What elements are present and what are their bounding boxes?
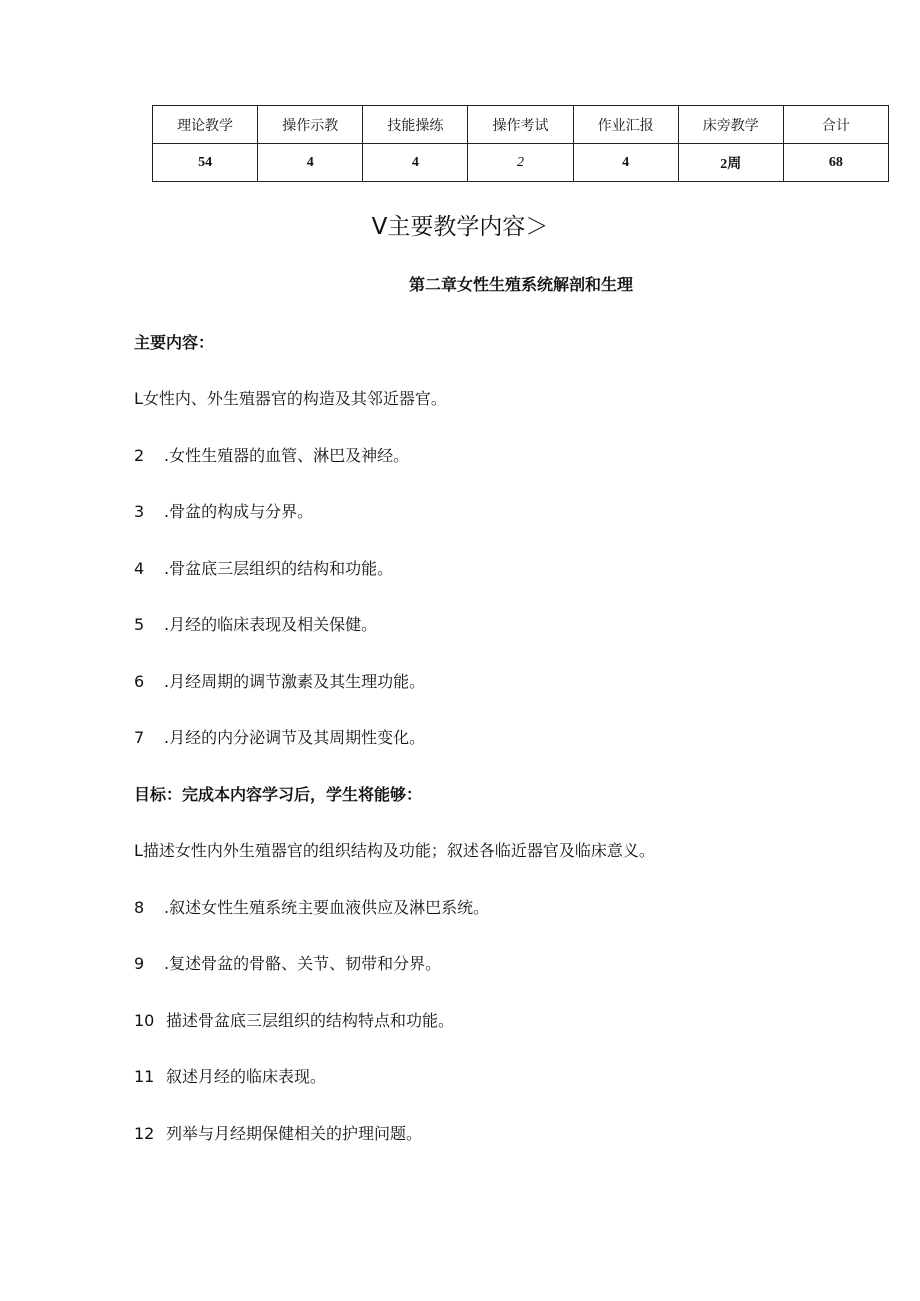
goals-heading: 目标：完成本内容学习后，学生将能够：	[134, 785, 423, 804]
item-number: 3	[134, 502, 145, 521]
content-item	[134, 612, 377, 635]
item-number: 10	[134, 1011, 155, 1030]
section-title: V主要教学内容＞	[371, 214, 549, 240]
item-text: L描述女性内外生殖器官的组织结构及功能；叙述各临近器官及临床意义。	[134, 841, 655, 860]
goal-item	[134, 1008, 454, 1031]
content-item	[134, 556, 393, 579]
content-item	[134, 499, 313, 522]
item-text: 描述骨盆底三层组织的结构特点和功能。	[166, 1011, 455, 1030]
header-cell: 作业汇报	[573, 106, 678, 144]
chapter-title: 第二章女性生殖系统解剖和生理	[408, 275, 633, 294]
value-cell: 54	[153, 144, 258, 182]
item-number: 12	[134, 1124, 155, 1143]
header-cell: 合计	[783, 106, 888, 144]
item-text: 列举与月经期保健相关的护理问题。	[166, 1124, 423, 1143]
header-cell: 床旁教学	[678, 106, 783, 144]
item-number: 2	[134, 446, 145, 465]
item-number: 5	[134, 615, 145, 634]
item-number: 4	[134, 559, 145, 578]
value-cell: 68	[783, 144, 888, 182]
goal-item	[134, 895, 489, 918]
content-heading: 主要内容：	[134, 333, 215, 352]
content-item	[134, 386, 447, 409]
table-header-row	[153, 106, 889, 144]
value-cell: 4	[258, 144, 363, 182]
value-cell: 2	[468, 144, 573, 182]
goal-item	[134, 1064, 326, 1087]
content-item	[134, 669, 425, 692]
value-cell: 2周	[678, 144, 783, 182]
item-text: 叙述月经的临床表现。	[166, 1067, 327, 1086]
item-text: .叙述女性生殖系统主要血液供应及淋巴系统。	[164, 898, 490, 917]
item-number: 6	[134, 672, 145, 691]
item-text: .月经的内分泌调节及其周期性变化。	[164, 728, 426, 747]
item-text: .女性生殖器的血管、淋巴及神经。	[164, 446, 410, 465]
goal-item	[134, 951, 441, 974]
header-cell: 操作示教	[258, 106, 363, 144]
header-cell: 操作考试	[468, 106, 573, 144]
goal-item	[134, 1121, 422, 1144]
value-cell: 4	[573, 144, 678, 182]
content-item	[134, 443, 409, 466]
table-values-row	[153, 144, 889, 182]
item-text: .骨盆的构成与分界。	[164, 502, 314, 521]
header-cell: 理论教学	[153, 106, 258, 144]
item-number: 9	[134, 954, 145, 973]
goal-item	[134, 838, 655, 861]
item-number: 7	[134, 728, 145, 747]
teaching-hours-table	[152, 105, 889, 182]
item-number: 11	[134, 1067, 155, 1086]
item-text: .月经的临床表现及相关保健。	[164, 615, 378, 634]
item-text: L女性内、外生殖器官的构造及其邻近器官。	[134, 389, 447, 408]
item-text: .骨盆底三层组织的结构和功能。	[164, 559, 394, 578]
item-number: 8	[134, 898, 145, 917]
header-cell: 技能操练	[363, 106, 468, 144]
item-text: .复述骨盆的骨骼、关节、韧带和分界。	[164, 954, 442, 973]
content-item	[134, 725, 425, 748]
value-cell: 4	[363, 144, 468, 182]
item-text: .月经周期的调节激素及其生理功能。	[164, 672, 426, 691]
